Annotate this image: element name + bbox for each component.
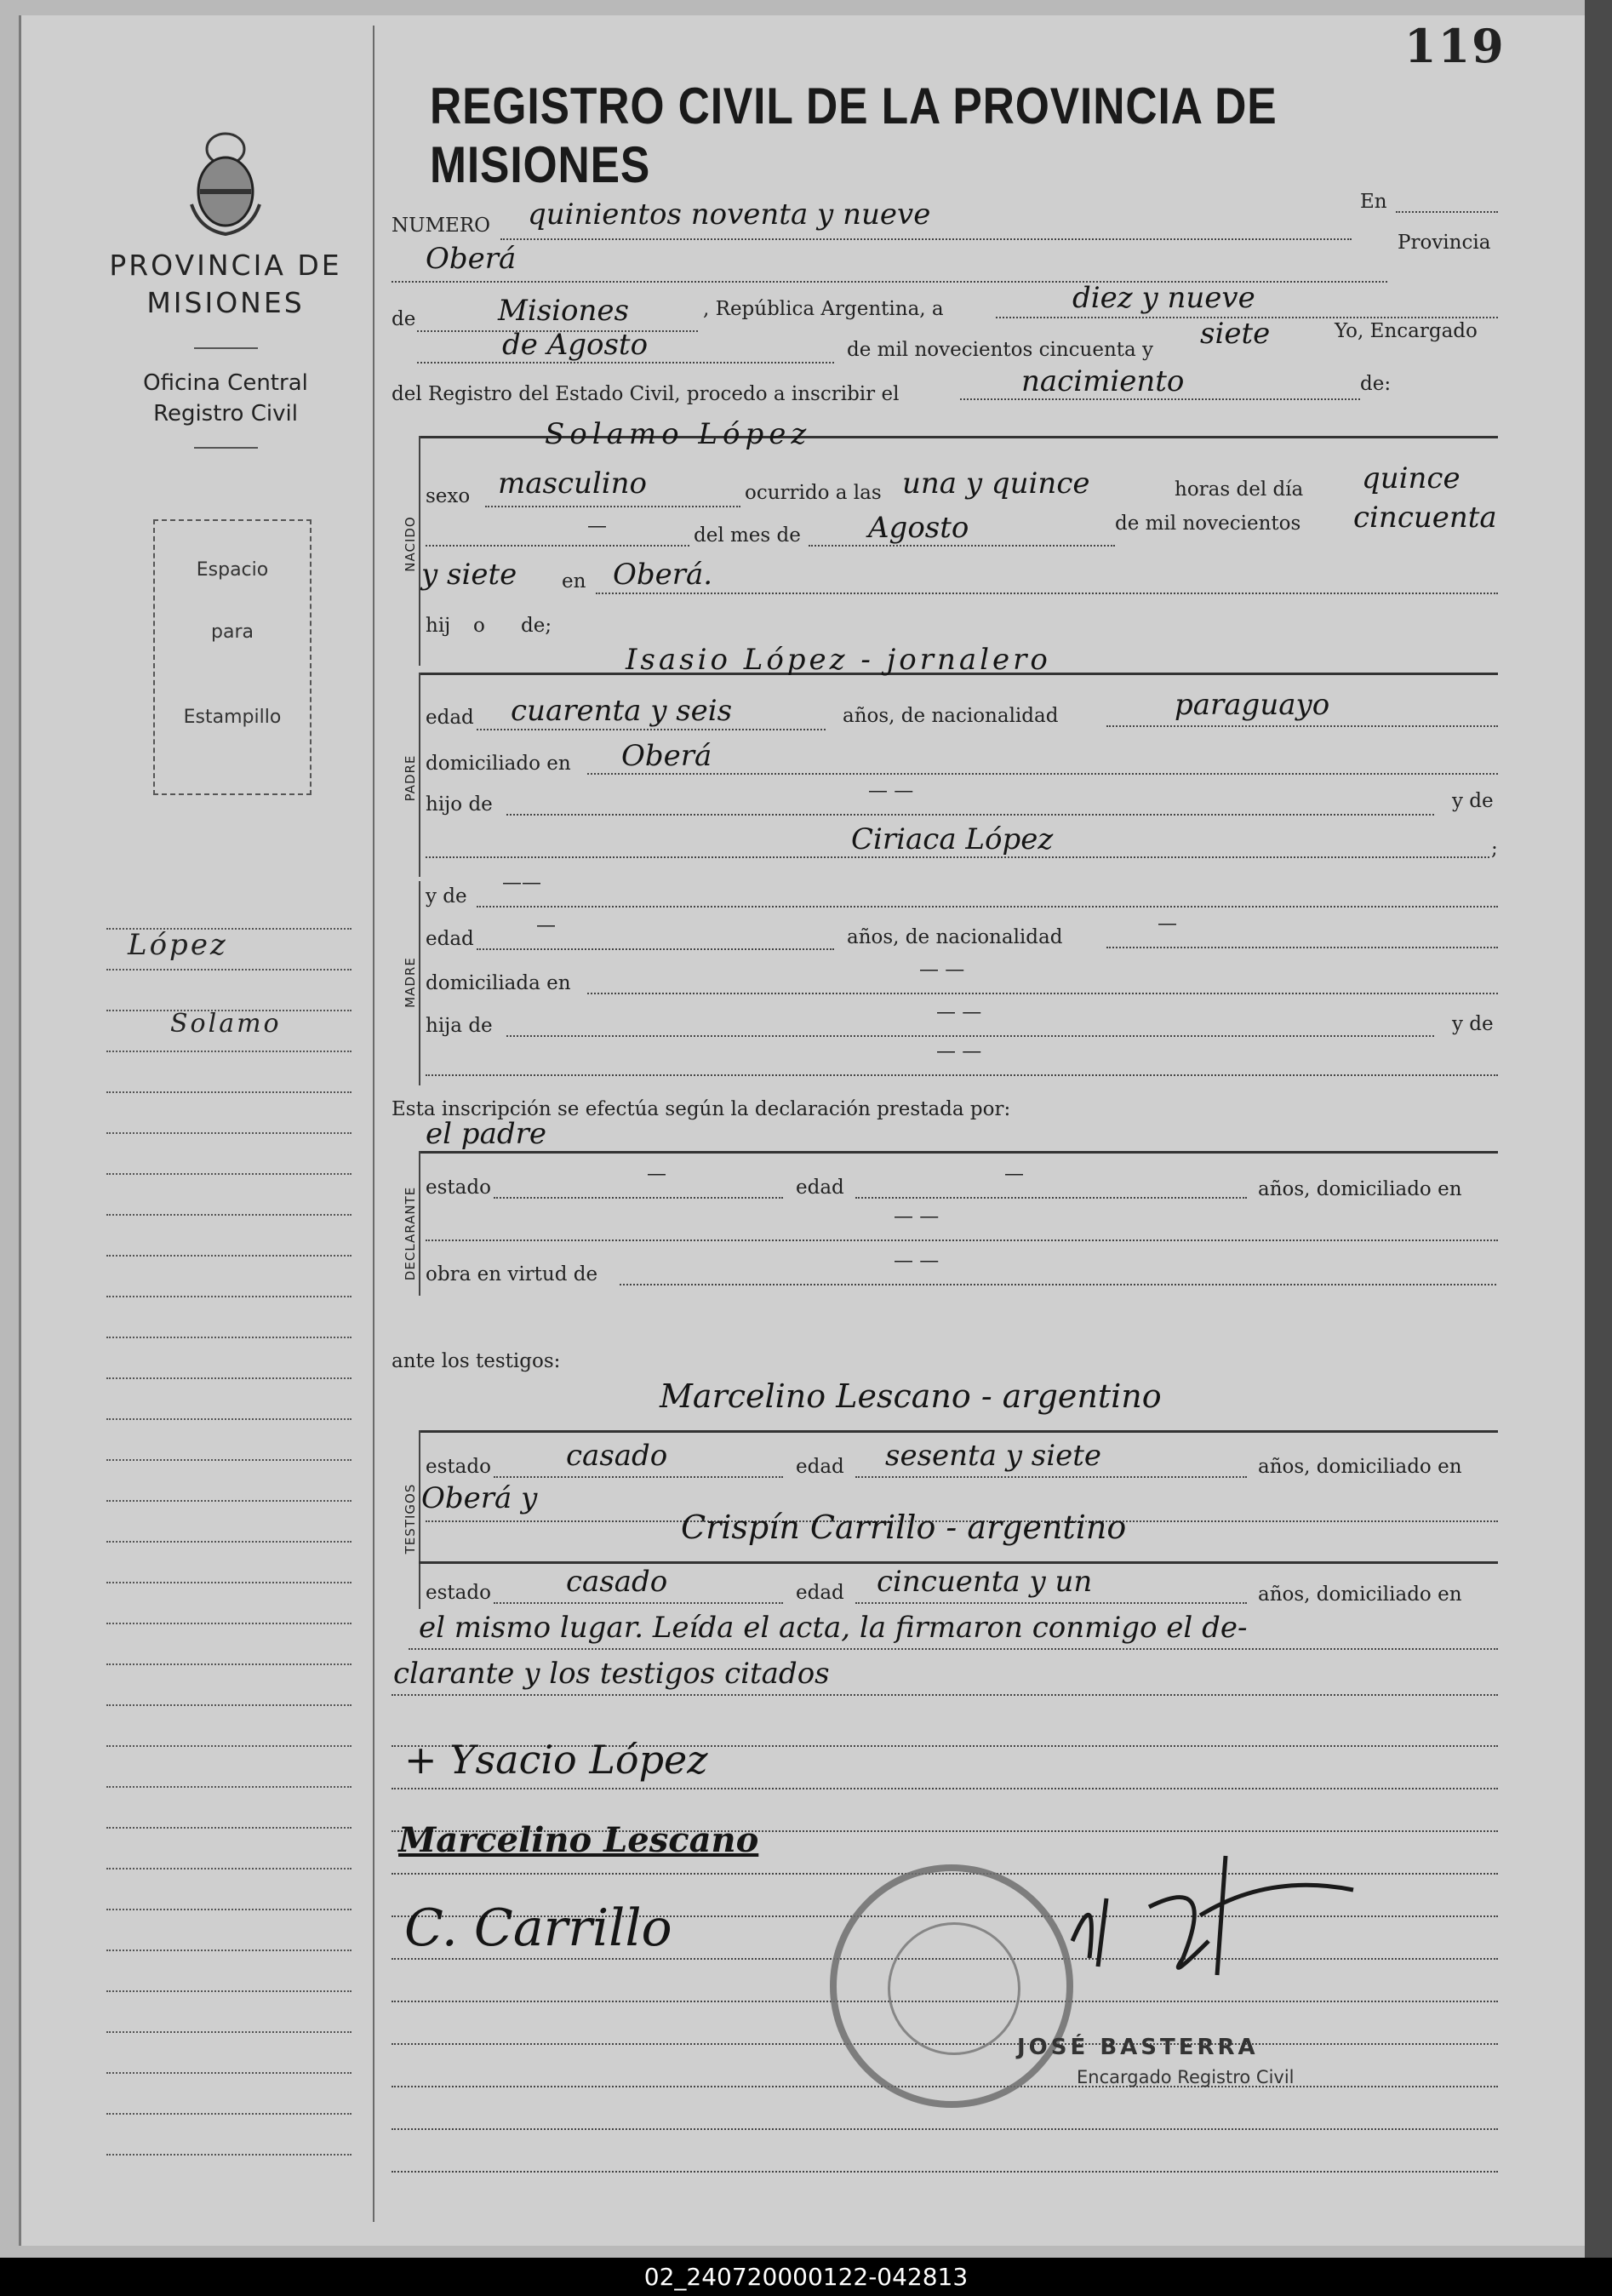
- section-bar: [419, 1151, 420, 1296]
- ocurrido-label: ocurrido a las: [745, 482, 882, 504]
- edad-label-5: edad: [796, 1582, 844, 1604]
- margin-rule: [106, 1663, 352, 1665]
- witness1-estado: casado: [566, 1439, 668, 1473]
- birth-place-value: Oberá.: [613, 558, 713, 592]
- page-number: 119: [1404, 19, 1506, 73]
- rule: [494, 1476, 783, 1478]
- registrar-name: JOSÉ BASTERRA: [1017, 2035, 1259, 2060]
- birth-year-value-cont: y siete: [421, 558, 517, 592]
- obra-label: obra en virtud de: [426, 1263, 598, 1285]
- registrar-role: Encargado Registro Civil: [1077, 2067, 1295, 2087]
- closing-line2: clarante y los testigos citados: [393, 1657, 830, 1691]
- rule: [855, 1602, 1247, 1604]
- dash-mark: —: [587, 515, 607, 537]
- margin-rule: [106, 2031, 352, 2033]
- margin-given-name: Solamo: [170, 1009, 282, 1039]
- margin-rule: [106, 1541, 352, 1543]
- stamp-space-box: [153, 519, 312, 795]
- declarante-value: el padre: [426, 1117, 546, 1151]
- margin-rule: [106, 1582, 352, 1583]
- rule: [855, 1197, 1247, 1199]
- domiciliado-label: años, domiciliado en: [1258, 1178, 1462, 1200]
- rule: [960, 398, 1360, 400]
- margin-rule: [106, 1296, 352, 1297]
- mother-age: —: [536, 914, 556, 936]
- semicolon: ;: [1491, 838, 1498, 860]
- rule: [477, 948, 834, 950]
- section-bar: [419, 673, 420, 877]
- domiciliada-label: domiciliada en: [426, 972, 571, 994]
- rule: [426, 1240, 1498, 1241]
- republica-label: , República Argentina, a: [703, 298, 944, 320]
- office-line2: Registro Civil: [153, 401, 298, 427]
- birth-year-value: cincuenta: [1353, 501, 1497, 535]
- rule: [426, 545, 689, 547]
- y-de-label: y de: [1452, 790, 1494, 812]
- rule: [596, 593, 1498, 594]
- nacionalidad-label: años, de nacionalidad: [843, 705, 1059, 727]
- margin-rule: [106, 928, 352, 930]
- witness2-estado: casado: [566, 1565, 668, 1599]
- margin-rule: [106, 1950, 352, 1951]
- office-label: [111, 368, 340, 429]
- declarante-domicile: — —: [894, 1205, 940, 1228]
- province-heading: [85, 247, 366, 322]
- edad-label: edad: [426, 707, 474, 729]
- father-nationality: paraguayo: [1175, 688, 1330, 722]
- year-label: de mil novecientos cincuenta y: [847, 339, 1154, 361]
- father-domicile: Oberá: [621, 739, 712, 773]
- witness1-name: Marcelino Lescano - argentino: [660, 1377, 1162, 1415]
- margin-rule: [106, 1909, 352, 1910]
- day-value: diez y nueve: [1072, 281, 1255, 315]
- mil-label: de mil novecientos: [1115, 512, 1301, 535]
- margin-rule: [106, 1500, 352, 1502]
- province-value: Misiones: [498, 294, 629, 328]
- domiciliado-label-3: años, domiciliado en: [1258, 1583, 1462, 1606]
- father-name: Isasio López - jornalero: [626, 643, 1051, 677]
- edad-label-3: edad: [796, 1177, 844, 1199]
- section-rule: [419, 1151, 1498, 1154]
- registro-label: del Registro del Estado Civil, procedo a inscribir el: [392, 383, 900, 405]
- en-label: En: [1360, 191, 1387, 213]
- margin-rule: [106, 969, 352, 971]
- edad-label-4: edad: [796, 1456, 844, 1478]
- mother-y-de-value: ——: [502, 872, 541, 894]
- hour-value: una y quince: [902, 467, 1090, 501]
- hijo-label: hij: [426, 615, 451, 637]
- madre-section-label: MADRE: [403, 957, 418, 1008]
- father-parent-value: — —: [868, 780, 914, 802]
- rule: [1396, 211, 1498, 213]
- mother-parent-value: — —: [936, 1001, 982, 1023]
- rule: [477, 729, 826, 730]
- newborn-name: Solamo López: [545, 417, 812, 451]
- sexo-label: sexo: [426, 485, 471, 507]
- registrar-signature-icon: [1047, 1839, 1370, 2001]
- margin-rule: [106, 1418, 352, 1420]
- margin-rule: [106, 1173, 352, 1175]
- testigos-intro: ante los testigos:: [392, 1350, 561, 1372]
- rule: [494, 1197, 783, 1199]
- section-rule: [419, 1430, 1498, 1433]
- rule: [426, 856, 1489, 858]
- declarante-estado: —: [647, 1163, 666, 1185]
- section-bar: [419, 1430, 420, 1609]
- rule: [1106, 947, 1498, 948]
- rule: [809, 545, 1115, 547]
- hijo-de-label-2: hijo de: [426, 793, 493, 816]
- month-value: de Agosto: [502, 328, 649, 362]
- stamp-box-line1: Espacio: [196, 559, 269, 581]
- section-bar: [419, 881, 420, 1085]
- divider: [194, 447, 258, 449]
- sexo-value: masculino: [498, 467, 648, 501]
- margin-rule: [106, 1745, 352, 1747]
- office-line1: Oficina Central: [143, 370, 308, 396]
- hija-de-label: hija de: [426, 1015, 493, 1037]
- rule: [855, 1476, 1247, 1478]
- rule: [426, 1074, 1498, 1076]
- signature-rule: [392, 1788, 1498, 1789]
- de-colon-label: de:: [1360, 373, 1392, 395]
- year-value: siete: [1200, 317, 1271, 351]
- margin-rule: [106, 1623, 352, 1624]
- coat-of-arms-icon: [183, 128, 268, 238]
- margin-rule: [106, 1377, 352, 1379]
- rule: [587, 773, 1498, 775]
- margin-rule: [106, 2154, 352, 2156]
- mother-extra-value: — —: [936, 1040, 982, 1062]
- y-de-label-2: y de: [426, 885, 467, 908]
- signature-witness1: Marcelino Lescano: [398, 1820, 759, 1860]
- document-title: REGISTRO CIVIL DE LA PROVINCIA DE MISIONES: [430, 77, 1278, 193]
- act-value: nacimiento: [1021, 364, 1185, 398]
- rule: [494, 1602, 783, 1604]
- testigos-section-label: TESTIGOS: [403, 1483, 418, 1555]
- domicilio-label: domiciliado en: [426, 753, 571, 775]
- rule: [417, 362, 834, 364]
- margin-rule: [106, 1786, 352, 1788]
- provincia-label: Provincia: [1398, 232, 1491, 254]
- hijo-de-label: de;: [521, 615, 552, 637]
- stamp-box-line3: Estampillo: [183, 707, 282, 728]
- estado-label-3: estado: [426, 1582, 491, 1604]
- rule: [409, 1648, 1498, 1650]
- image-id-footer: 02_240720000122-042813: [0, 2258, 1612, 2296]
- header-place-value: Oberá: [426, 242, 517, 276]
- official-seal: [830, 1864, 1073, 2108]
- margin-rule: [106, 1459, 352, 1461]
- section-bar: [419, 436, 420, 666]
- margin-rule: [106, 1827, 352, 1829]
- edad-label-2: edad: [426, 928, 474, 950]
- margin-rule: [106, 1337, 352, 1338]
- witness1-domicile: Oberá y: [421, 1481, 538, 1515]
- de-label: de: [392, 308, 416, 330]
- margin-rule: [106, 2072, 352, 2074]
- numero-value: quinientos noventa y nueve: [528, 198, 931, 232]
- signature-witness2: C. Carrillo: [404, 1898, 672, 1958]
- book-edge: [1585, 0, 1612, 2258]
- nacionalidad-label-2: años, de nacionalidad: [847, 926, 1063, 948]
- signature-rule: [392, 2171, 1498, 2173]
- padre-section-label: PADRE: [403, 754, 418, 802]
- declarante-section-label: DECLARANTE: [403, 1186, 418, 1281]
- witness1-age: sesenta y siete: [885, 1439, 1102, 1473]
- margin-rule: [106, 2113, 352, 2115]
- obra-value: — —: [894, 1250, 940, 1272]
- margin-rule: [106, 1255, 352, 1257]
- column-divider: [373, 26, 374, 2222]
- margin-rule: [106, 1990, 352, 1992]
- rule: [500, 238, 1352, 240]
- declarante-intro: Esta inscripción se efectúa según la declaración prestada por:: [392, 1098, 1011, 1120]
- margin-surname: López: [128, 928, 228, 962]
- witness2-name: Crispín Carrillo - argentino: [681, 1509, 1127, 1546]
- stamp-box-line2: para: [211, 621, 254, 643]
- rule: [620, 1284, 1496, 1285]
- signature-father: + Ysacio López: [404, 1737, 708, 1783]
- rule: [477, 906, 1498, 908]
- mes-label: del mes de: [694, 524, 801, 547]
- yo-label: Yo, Encargado: [1335, 320, 1478, 342]
- margin-rule: [106, 1132, 352, 1134]
- margin-rule: [106, 1010, 352, 1011]
- rule: [392, 1694, 1498, 1696]
- margin-rule: [106, 1051, 352, 1052]
- signature-rule: [392, 2128, 1498, 2130]
- margin-rule: [106, 1091, 352, 1093]
- y-de-label-3: y de: [1452, 1013, 1494, 1035]
- rule: [587, 993, 1498, 994]
- nacido-section-label: NACIDO: [403, 516, 418, 572]
- divider: [194, 347, 258, 349]
- en-label-2: en: [562, 570, 586, 593]
- birth-day-value: quince: [1362, 461, 1461, 495]
- rule: [485, 506, 740, 507]
- section-rule: [419, 1561, 1498, 1564]
- rule: [1106, 725, 1498, 727]
- declarante-edad: —: [1004, 1163, 1024, 1185]
- rule: [506, 1035, 1434, 1037]
- estado-label-2: estado: [426, 1456, 491, 1478]
- numero-label: NUMERO: [392, 215, 491, 237]
- mother-domicile: — —: [919, 959, 965, 981]
- rule: [506, 814, 1434, 816]
- birth-month-value: Agosto: [868, 511, 969, 545]
- witness2-age: cincuenta y un: [877, 1565, 1093, 1599]
- domiciliado-label-2: años, domiciliado en: [1258, 1456, 1462, 1478]
- estado-label: estado: [426, 1177, 491, 1199]
- margin-rule: [106, 1868, 352, 1869]
- hijo-value: o: [473, 615, 485, 637]
- province-heading-line2: MISIONES: [146, 286, 305, 319]
- father-age: cuarenta y seis: [511, 694, 733, 728]
- mother-nationality: —: [1158, 913, 1177, 935]
- margin-rule: [106, 1214, 352, 1216]
- province-heading-line1: PROVINCIA DE: [109, 249, 342, 282]
- margin-rule: [106, 1704, 352, 1706]
- father-mother-value: Ciriaca López: [851, 822, 1054, 856]
- horas-label: horas del día: [1175, 478, 1304, 501]
- closing-line1: el mismo lugar. Leída el acta, la firmaron conmigo el de-: [419, 1611, 1248, 1645]
